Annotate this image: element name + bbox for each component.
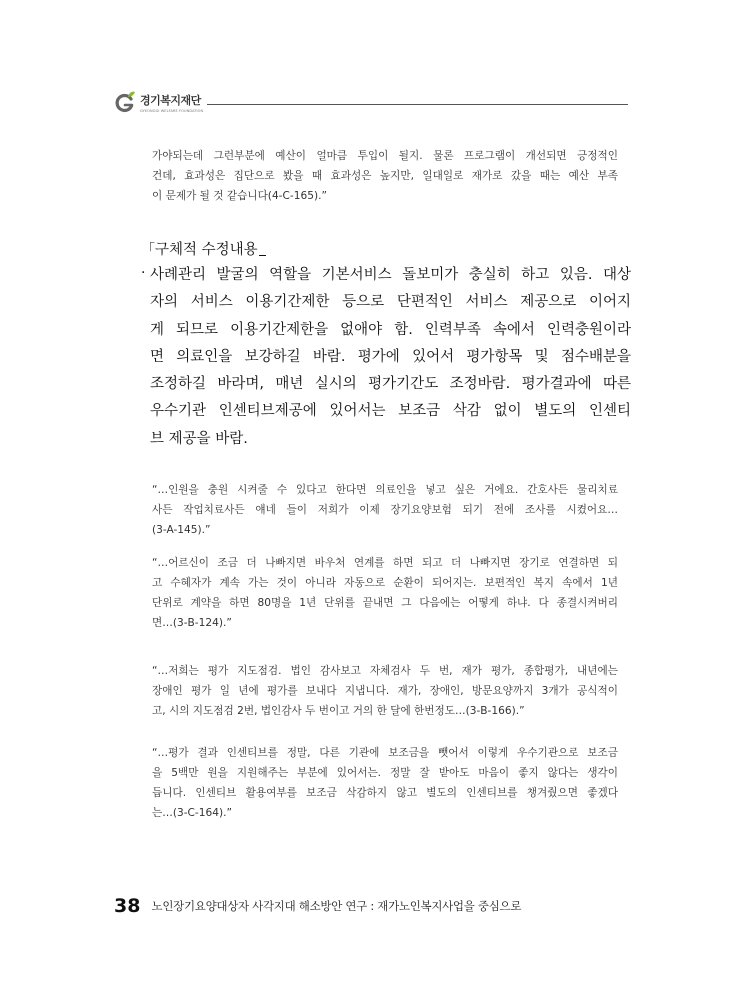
quote-line: (3-A-145).” [152, 524, 211, 536]
quote-line: 이 문제가 될 것 같습니다(4-C-165).” [152, 190, 327, 202]
header-rule [207, 104, 628, 105]
bullet-line: 면 의료인을 보강하길 바람. 평가에 있어서 평가항목 및 점수배분을 [150, 348, 631, 365]
page-header [114, 88, 628, 124]
quote-line: “…평가 결과 인센티브를 정말, 다른 기관에 보조금을 뺏어서 이렇게 우수기관으로 보조금 [152, 747, 618, 759]
section-title-mark: 「 [141, 242, 155, 258]
interview-quote-4 [152, 743, 618, 823]
quote-line: 장애인 평가 일 년에 평가를 보내다 지냅니다. 재가, 장애인, 방문요양까지 3개가 공식적이 [152, 685, 618, 697]
section-title-underscore [259, 255, 266, 256]
footer-title: 노인장기요양대상자 사각지대 해소방안 연구 : 재가노인복지사업을 중심으로 [151, 899, 522, 913]
quote-continuation [152, 146, 618, 206]
quote-line: “…인원을 충원 시켜줄 수 있다고 한다면 의료인을 넣고 싶은 거에요. 간호사든 물리치료 [152, 484, 618, 496]
quote-line: 단위로 계약을 하면 80명을 1년 단위를 끝내면 그 다음에는 어떻게 하냐. 다 종결시켜버리 [152, 597, 618, 609]
bullet-line: 자의 서비스 이용기간제한 등으로 단편적인 서비스 제공으로 이어지 [150, 294, 631, 311]
bullet-text [150, 262, 631, 453]
page-footer [114, 895, 521, 917]
logo-name: 경기복지재단 [140, 94, 201, 107]
logo-subtitle: GYEONGGI WELFARE FOUNDATION [140, 109, 204, 113]
foundation-logo-icon [114, 90, 136, 114]
bullet-line: 사례관리 발굴의 역할을 기본서비스 돌보미가 충실히 하고 있음. 대상 [150, 267, 631, 283]
page-number: 38 [114, 895, 141, 917]
interview-quote-3 [152, 661, 618, 721]
quote-line: 면…(3-B-124).” [152, 617, 232, 629]
quote-line: 사든 작업치료사든 얘네 들이 저희가 이제 장기요양보험 되기 전에 조사를 시켰어요… [152, 504, 618, 516]
section-title [141, 238, 266, 259]
bullet-line: 조정하길 바라며, 매년 실시의 평가기간도 조정바람. 평가결과에 따른 [150, 376, 631, 393]
section-title-text: 구체적 수정내용 [155, 242, 258, 258]
quote-line: “…어르신이 조금 더 나빠지면 바우처 연계를 하면 되고 더 나빠지면 장기로 연결하면 되 [152, 557, 618, 569]
quote-line: 건데, 효과성은 집단으로 봤을 때 효과성은 높지만, 일대일로 재가로 갔을 때는 예산 부족 [152, 170, 618, 182]
interview-quote-2 [152, 553, 618, 633]
interview-quote-1 [152, 480, 618, 540]
quote-line: 듭니다. 인센티브 활용여부를 보조금 삭감하지 않고 별도의 인센티브를 챙겨줬으면 좋겠다 [152, 787, 618, 799]
bullet-line: 우수기관 인센티브제공에 있어서는 보조금 삭감 없이 별도의 인센티 [150, 403, 631, 420]
quote-line: 고 수혜자가 계속 가는 것이 아니라 자동으로 순환이 되어지는. 보편적인 복지 속에서 1년 [152, 577, 618, 589]
bullet-line: 브 제공을 바람. [150, 430, 248, 447]
quote-line: 는…(3-C-164).” [152, 807, 232, 819]
bullet-line: 게 되므로 이용기간제한을 없애야 함. 인력부족 속에서 인력충원이라 [150, 321, 631, 338]
quote-line: 고, 시의 지도점검 2번, 법인감사 두 번이고 거의 한 달에 한번정도…(3-B-166).” [152, 705, 525, 717]
quote-line: 을 5백만 원을 지원해주는 부분에 있어서는. 정말 잘 받아도 마음이 좋지 않다는 생각이 [152, 767, 618, 779]
bullet-dot: · [141, 265, 146, 281]
quote-line: “…저희는 평가 지도점검. 법인 감사보고 자체검사 두 번, 재가 평가, 종합평가, 내년에는 [152, 665, 618, 677]
quote-line: 가야되는데 그런부분에 예산이 얼마큼 투입이 될지. 물론 프로그램이 개선되면 긍정적인 [152, 150, 618, 162]
